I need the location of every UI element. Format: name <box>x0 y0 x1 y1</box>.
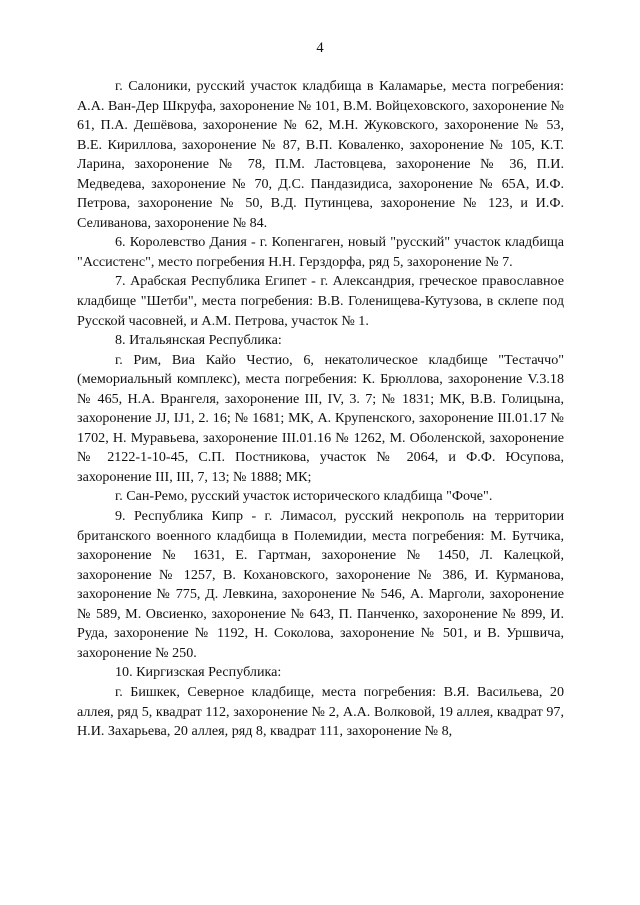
paragraph-denmark: 6. Королевство Дания - г. Копенгаген, новый "русский" участок кладбища "Ассистенс", место погребения Н.Н. Герздорфа, ряд 5, захоронение № 7. <box>77 234 564 270</box>
page-number: 4 <box>316 40 324 56</box>
paragraph-italy-heading: 8. Итальянская Республика: <box>115 332 282 349</box>
document-body <box>77 77 564 742</box>
paragraph-cyprus: 9. Республика Кипр - г. Лимасол, русский некрополь на территории британского военного кладбища в Полемидии, места погребения: М. Бутчика, захоронение № 1631, Е. Гартман, захоронение № 1450, Л. Калецкой, захоронение № 1257, В. Кохановского, захоронение № 386, И. Курманова, захоронение № 775, Д. Левкина, захоронение № 546, А. Марголи, захоронение № 589, М. Овсиенко, захоронение № 643, П. Панченко, захоронение № 899, И. Руда, захоронение № 1192, Н. Соколова, захоронение № 501, и В. Уршвича, захоронение № 250. <box>77 508 564 661</box>
paragraph-sanremo: г. Сан-Ремо, русский участок исторического кладбища "Фоче". <box>115 488 493 505</box>
paragraph-kyrgyzstan-heading: 10. Киргизская Республика: <box>115 664 282 681</box>
paragraph-bishkek: г. Бишкек, Северное кладбище, места погребения: В.Я. Васильева, 20 аллея, ряд 5, квадрат 112, захоронение № 2, А.А. Волковой, 19 аллея, квадрат 97, Н.И. Захарьева, 20 аллея, ряд 8, квадрат 111, захоронение № 8, <box>77 683 564 740</box>
paragraph-thessaloniki: г. Салоники, русский участок кладбища в Каламарье, места погребения: А.А. Ван-Дер Шкруфа, захоронение № 101, В.М. Войцеховского, захоронение № 61, П.А. Дешёвова, захоронение № 62, М.Н. Жуковского, захоронение № 53, В.Е. Кириллова, захоронение № 87, В.П. Коваленко, захоронение № 105, К.Т. Ларина, захоронение № 78, П.М. Ластовцева, захоронение № 36, П.И. Медведева, захоронение № 70, Д.С. Пандазидиса, захоронение № 65А, И.Ф. Петрова, захоронение № 50, В.Д. Путинцева, захоронение № 123, и И.Ф. Селиванова, захоронение № 84. <box>77 78 564 231</box>
paragraph-rome: г. Рим, Виа Кайо Честио, 6, некатолическое кладбище "Тестаччо" (мемориальный комплекс), места погребения: К. Брюллова, захоронение V.3.18 № 465, Н.А. Врангеля, захоронение III, IV, 3. 7; № 1831; МК, В.В. Голицына, захоронение JJ, IJ1, 2. 16; № 1681; МК, А. Крупенского, захоронение III.01.17 № 1702, Н. Муравьева, захоронение III.01.16 № 1262, М. Оболенской, захоронение № 2122-1-10-45, С.П. Постникова, участок № 2064, и Ф.Ф. Юсупова, захоронение III, III, 7, 13; № 1888; МК; <box>77 351 564 485</box>
paragraph-egypt: 7. Арабская Республика Египет - г. Александрия, греческое православное кладбище "Шетби", места погребения: В.В. Голенищева-Кутузова, в склепе под Русской часовней, и А.М. Петрова, участок № 1. <box>77 273 564 329</box>
